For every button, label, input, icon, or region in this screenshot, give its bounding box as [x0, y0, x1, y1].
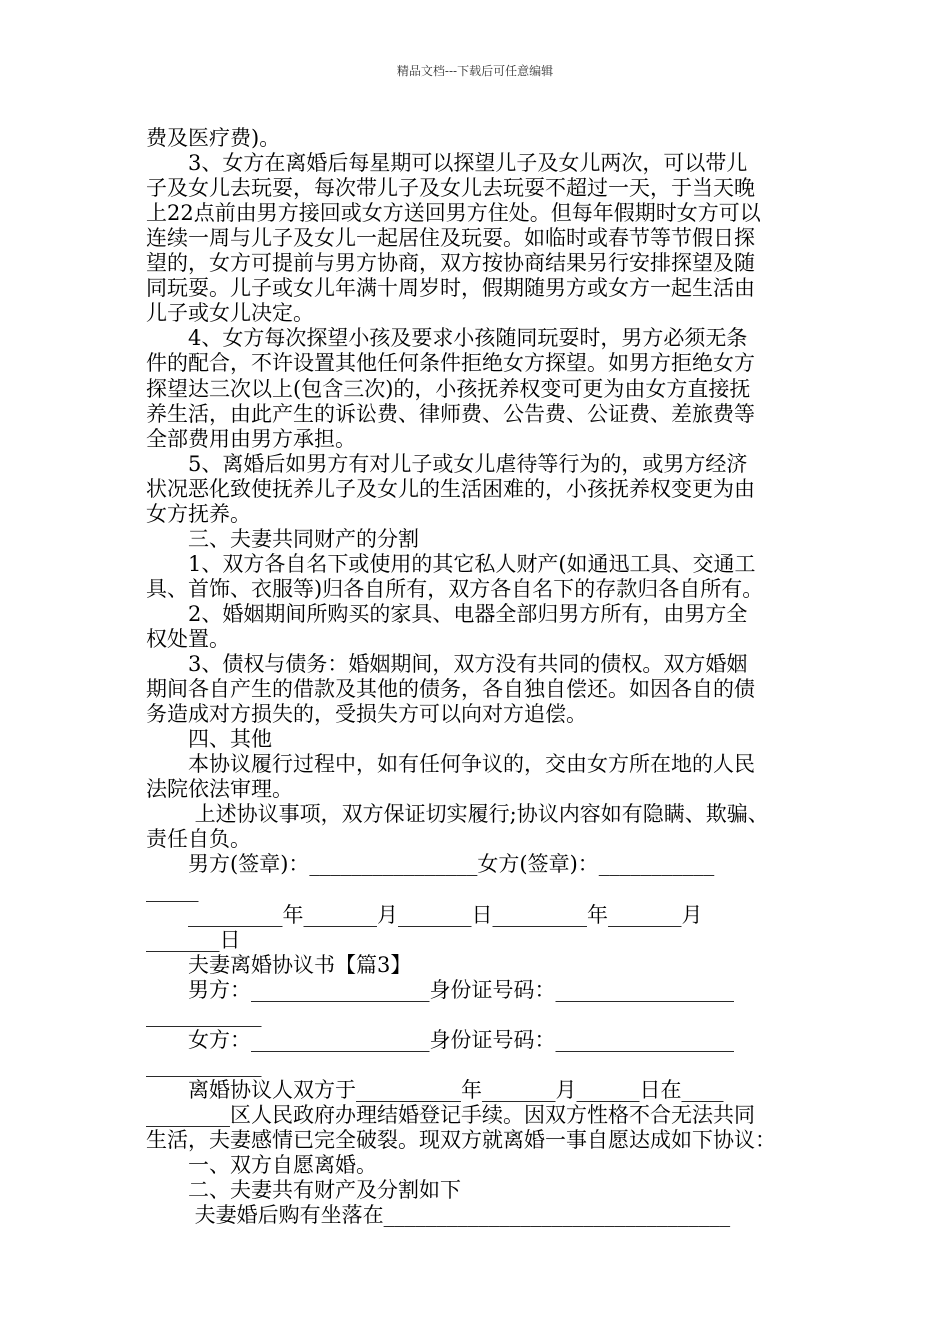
text-line: 生活，夫妻感情已完全破裂。现双方就离婚一事自愿达成如下协议：: [146, 1128, 776, 1152]
text-line: 本协议履行过程中，如有任何争议的，交由女方所在地的人民: [146, 752, 755, 777]
text-line: 二、夫妻共有财产及分割如下: [146, 1178, 461, 1203]
text-line: 上述协议事项，双方保证切实履行;协议内容如有隐瞒、欺骗、: [146, 802, 769, 827]
text-line: 儿子或女儿决定。: [146, 301, 314, 326]
text-line: 子及女儿去玩耍，每次带儿子及女儿去玩耍不超过一天，于当天晚: [146, 176, 755, 201]
text-line: 探望达三次以上(包含三次)的，小孩抚养权变可更为由女方直接抚: [146, 376, 751, 401]
text-line: _______日: [146, 927, 241, 952]
text-line: 5、离婚后如男方有对儿子或女儿虐待等行为的，或男方经济: [146, 451, 748, 476]
text-line: 夫妻婚后购有坐落在_________________________________: [146, 1203, 731, 1228]
text-line: 上22点前由男方接回或女方送回男方住处。但每年假期时女方可以: [146, 201, 761, 226]
text-line: 男方(签章)：________________女方(签章)：___________: [146, 852, 715, 877]
text-line: 四、其他: [146, 727, 272, 752]
text-line: 离婚协议人双方于__________年_______月______日在____: [146, 1077, 724, 1102]
text-line: 同玩耍。儿子或女儿年满十周岁时，假期随男方或女方一起生活由: [146, 276, 755, 301]
text-line: ________区人民政府办理结婚登记手续。因双方性格不合无法共同: [146, 1102, 755, 1127]
text-line: 费及医疗费)。: [146, 126, 281, 150]
text-line: 具、首饰、衣服等)归各自所有，双方各自名下的存款归各自所有。: [146, 576, 764, 601]
text-line: 1、双方各自名下或使用的其它私人财产(如通迅工具、交通工: [146, 551, 756, 576]
text-line: 权处置。: [146, 627, 230, 651]
text-line: 连续一周与儿子及女儿一起居住及玩耍。如临时或春节等节假日探: [146, 226, 755, 251]
text-line: 夫妻离婚协议书【篇3】: [146, 952, 412, 977]
text-line: 3、债权与债务：婚姻期间，双方没有共同的债权。双方婚姻: [146, 652, 748, 677]
page-header: 精品文档---下载后可任意编辑: [396, 64, 554, 78]
text-line: ___________: [146, 1002, 262, 1027]
text-line: 一、双方自愿离婚。: [146, 1153, 377, 1178]
text-line: 2、婚姻期间所购买的家具、电器全部归男方所有，由男方全: [146, 601, 748, 626]
text-line: 女方抚养。: [146, 501, 251, 526]
text-line: 男方：_________________身份证号码：_________________: [146, 977, 734, 1002]
text-line: ___________: [146, 1052, 262, 1077]
text-line: _________年_______月_______日_________年_______月: [146, 902, 703, 927]
text-line: 状况恶化致使抚养儿子及女儿的生活困难的，小孩抚养权变更为由: [146, 476, 755, 501]
text-line: 三、夫妻共同财产的分割: [146, 526, 419, 551]
text-line: 件的配合，不许设置其他任何条件拒绝女方探望。如男方拒绝女方: [146, 351, 755, 376]
text-line: _____: [146, 877, 199, 902]
text-line: 4、女方每次探望小孩及要求小孩随同玩耍时，男方必须无条: [146, 326, 748, 351]
text-line: 法院依法审理。: [146, 777, 293, 802]
text-line: 望的，女方可提前与男方协商，双方按协商结果另行安排探望及随: [146, 251, 755, 276]
text-line: 期间各自产生的借款及其他的债务，各自独自偿还。如因各自的债: [146, 677, 755, 702]
text-line: 责任自负。: [146, 827, 251, 852]
text-line: 女方：_________________身份证号码：_________________: [146, 1027, 734, 1052]
text-line: 务造成对方损失的，受损失方可以向对方追偿。: [146, 702, 587, 727]
text-line: 全部费用由男方承担。: [146, 426, 356, 451]
text-line: 3、女方在离婚后每星期可以探望儿子及女儿两次，可以带儿: [146, 151, 748, 176]
text-line: 养生活，由此产生的诉讼费、律师费、公告费、公证费、差旅费等: [146, 401, 755, 426]
